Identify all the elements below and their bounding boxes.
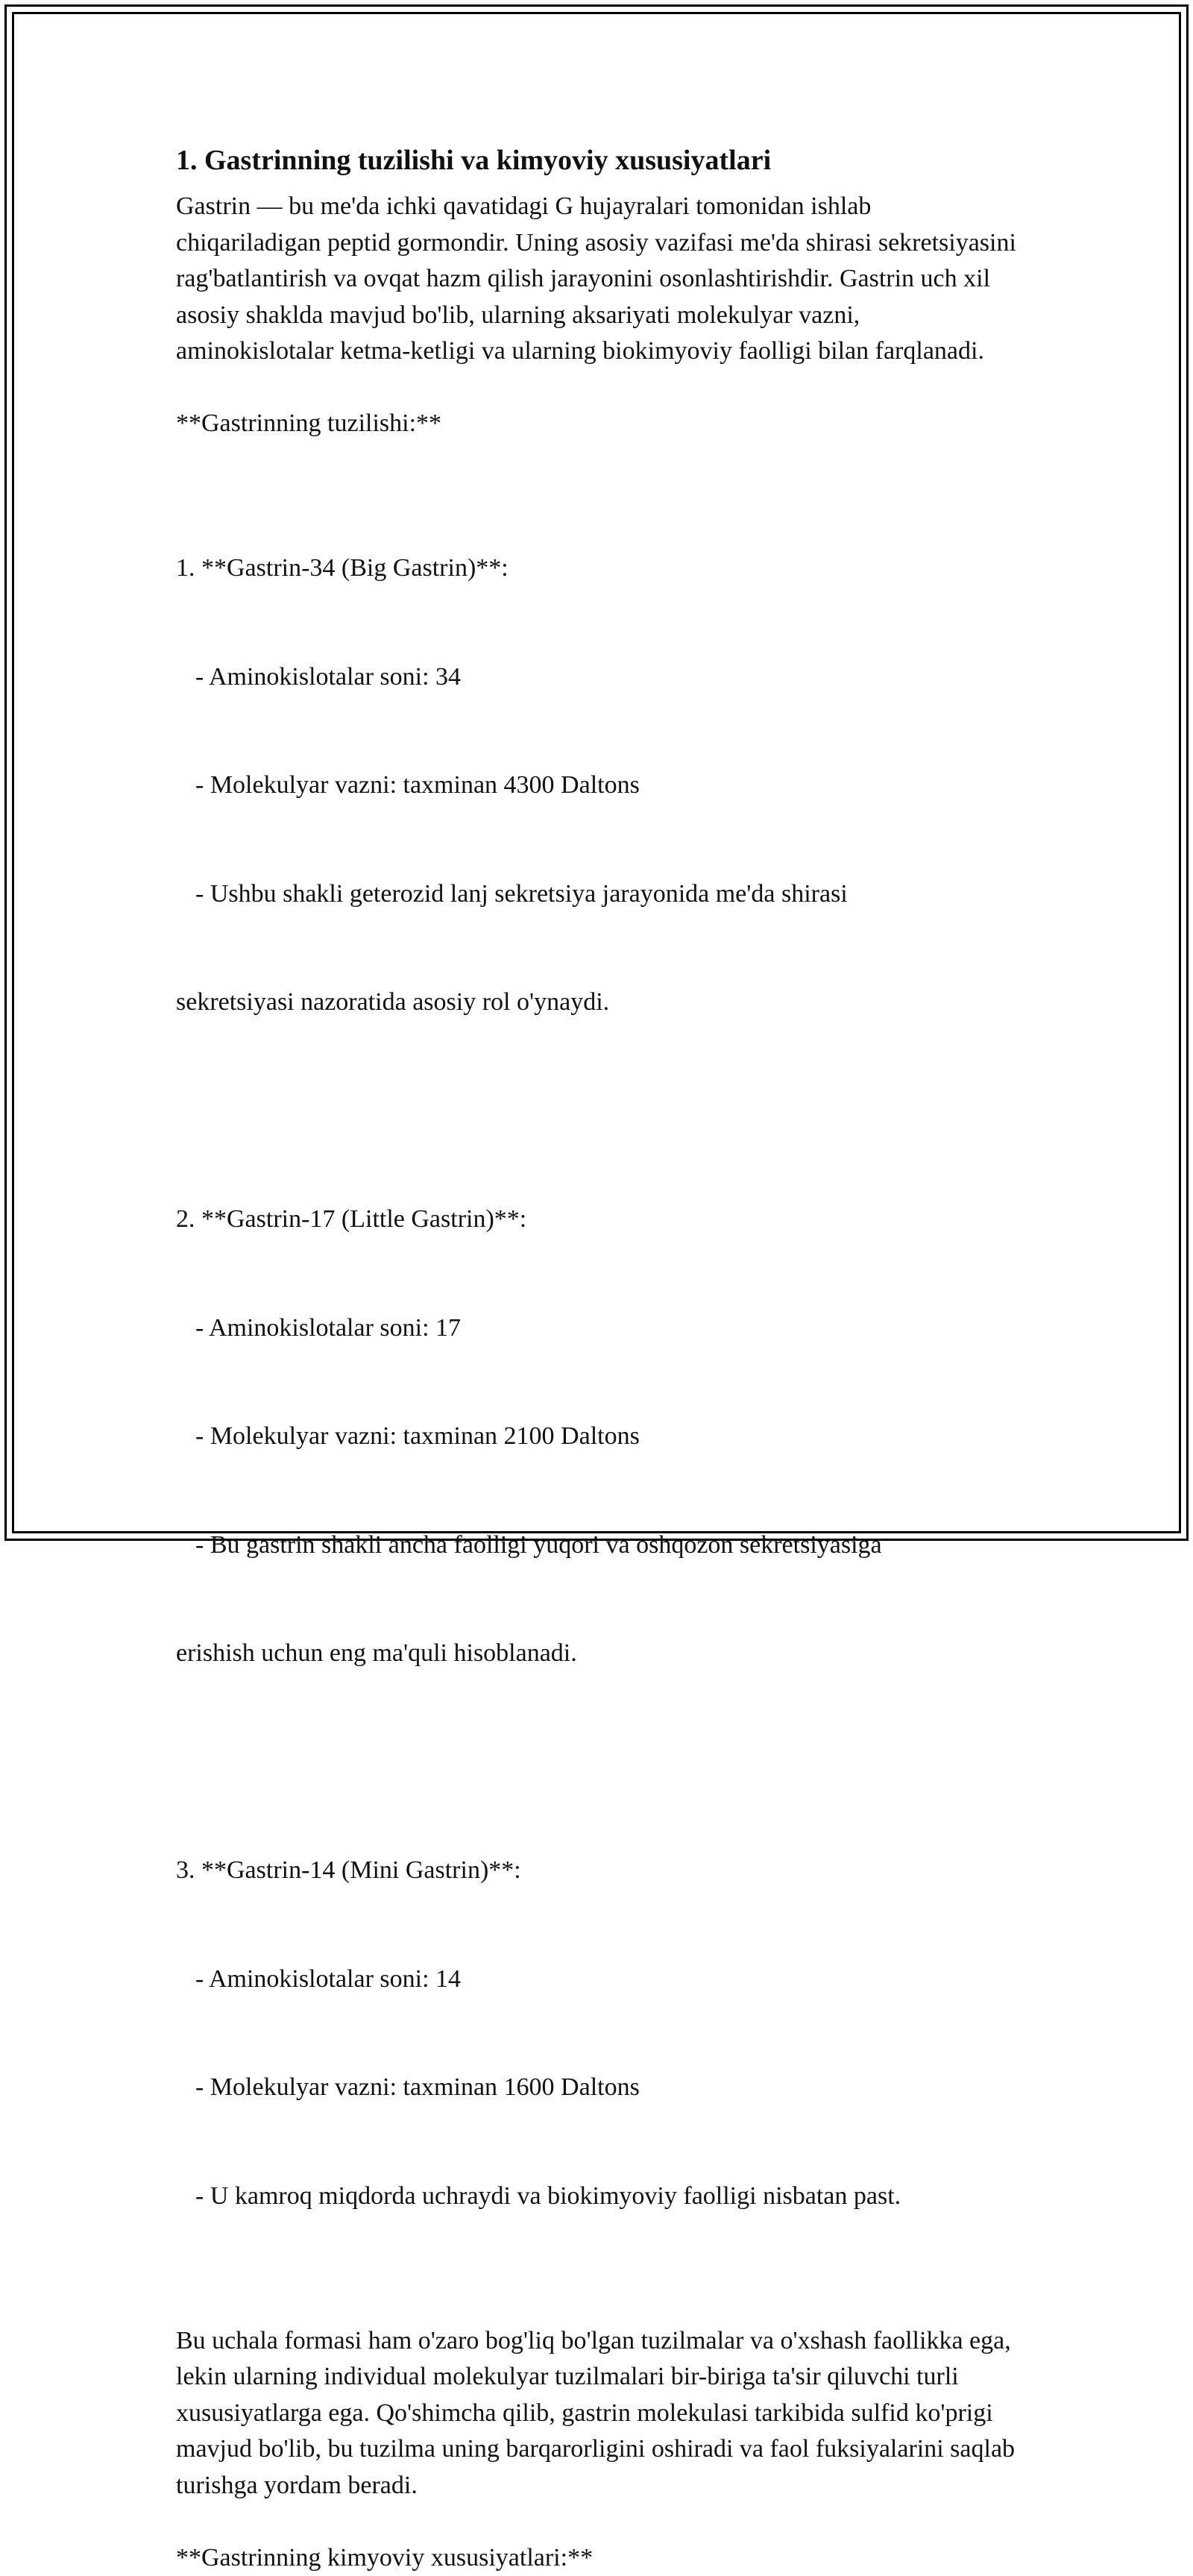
form-note: - Bu gastrin shakli ancha faolligi yuqori va oshqozon sekretsiyasiga: [176, 1527, 1019, 1564]
form-amino-count: - Aminokislotalar soni: 17: [176, 1310, 1019, 1347]
form-note: - U kamroq miqdorda uchraydi va biokimyoviy faolligi nisbatan past.: [176, 2178, 1019, 2215]
section-heading: 1. Gastrinning tuzilishi va kimyoviy xususiyatlari: [176, 138, 1019, 183]
form-item-1: [176, 478, 1019, 1093]
form-note-continued: sekretsiyasi nazoratida asosiy rol o'ynaydi.: [176, 984, 1019, 1021]
form-molecular-weight: - Molekulyar vazni: taxminan 4300 Daltons: [176, 767, 1019, 804]
summary-paragraph: Bu uchala formasi ham o'zaro bog'liq bo'lgan tuzilmalar va o'xshash faollikka ega, lekin ularning individual molekulyar tuzilmalari bir-biriga ta'sir qiluvchi turli xususiyatlarga ega. Qo'shimcha qilib, gastrin molekulasi tarkibida sulfid ko'prigi mavjud bo'lib, bu tuzilma uning barqarorligini oshiradi va faol fuksiyalarini saqlab turishga yordam beradi.: [176, 2323, 1019, 2504]
structure-label: **Gastrinning tuzilishi:**: [176, 406, 1019, 442]
form-note-continued: erishish uchun eng ma'quli hisoblanadi.: [176, 1636, 1019, 1672]
form-amino-count: - Aminokislotalar soni: 14: [176, 1961, 1019, 1998]
document-body: [176, 138, 1019, 2576]
chemical-properties-label: **Gastrinning kimyoviy xususiyatlari:**: [176, 2540, 1019, 2576]
form-title: 3. **Gastrin-14 (Mini Gastrin)**:: [176, 1853, 1019, 1889]
form-item-3: [176, 1780, 1019, 2287]
intro-paragraph: Gastrin — bu me'da ichki qavatidagi G hujayralari tomonidan ishlab chiqariladigan peptid gormondir. Uning asosiy vazifasi me'da shirasi sekretsiyasini rag'batlantirish va ovqat hazm qilish jarayonini osonlashtirishdir. Gastrin uch xil asosiy shaklda mavjud bo'lib, ularning aksariyati molekulyar vazni, aminokislotalar ketma-ketligi va ularning biokimyoviy faolligi bilan farqlanadi.: [176, 189, 1019, 370]
form-molecular-weight: - Molekulyar vazni: taxminan 2100 Daltons: [176, 1419, 1019, 1455]
form-molecular-weight: - Molekulyar vazni: taxminan 1600 Daltons: [176, 2070, 1019, 2106]
form-note: - Ushbu shakli geterozid lanj sekretsiya jarayonida me'da shirasi: [176, 876, 1019, 913]
form-amino-count: - Aminokislotalar soni: 34: [176, 659, 1019, 696]
form-title: 2. **Gastrin-17 (Little Gastrin)**:: [176, 1201, 1019, 1238]
form-title: 1. **Gastrin-34 (Big Gastrin)**:: [176, 550, 1019, 587]
form-item-2: [176, 1129, 1019, 1744]
